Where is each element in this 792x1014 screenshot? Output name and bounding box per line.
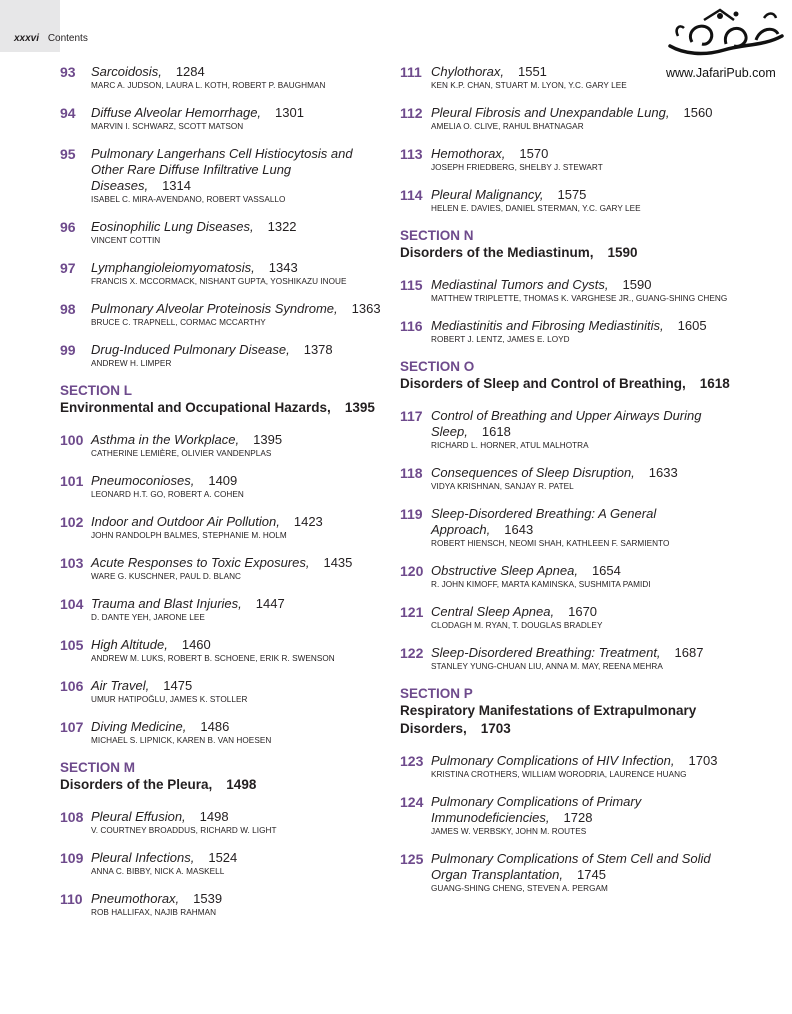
section-title (400, 702, 730, 738)
section-heading (400, 228, 730, 262)
chapter-authors: UMUR HATIPOĞLU, JAMES K. STOLLER (91, 695, 248, 704)
chapter-entry (60, 146, 386, 205)
chapter-title-text: Pulmonary Langerhans Cell Histiocytosis and Other Rare Diffuse Infiltrative Lung Diseases, (91, 146, 353, 193)
chapter-title-text: Pleural Fibrosis and Unexpandable Lung, (431, 105, 670, 120)
chapter-title-text: Pleural Effusion, (91, 809, 186, 824)
chapter-authors: MARVIN I. SCHWARZ, SCOTT MATSON (91, 122, 244, 131)
chapter-number: 114 (400, 187, 423, 203)
chapter-title (431, 506, 730, 538)
chapter-title-text: Hemothorax, (431, 146, 506, 161)
chapter-title (91, 219, 386, 235)
chapter-title (431, 146, 730, 162)
section-label: SECTION N (400, 228, 474, 243)
chapter-title-text: Lymphangioleiomyomatosis, (91, 260, 255, 275)
section-page-number: 1498 (226, 777, 257, 792)
chapter-authors: ROBERT J. LENTZ, JAMES E. LOYD (431, 335, 570, 344)
chapter-authors: ROB HALLIFAX, NAJIB RAHMAN (91, 908, 217, 917)
section-title-text: Disorders of the Mediastinum, (400, 245, 594, 260)
chapter-entry (60, 719, 386, 746)
section-title-text: Respiratory Manifestations of Extrapulmonary Disorders, (400, 703, 697, 736)
chapter-authors: KRISTINA CROTHERS, WILLIAM WORODRIA, LAURENCE HUANG (431, 770, 687, 779)
chapter-entry (400, 604, 730, 631)
chapter-number: 124 (400, 794, 424, 810)
toc-left-column (60, 64, 386, 932)
chapter-number: 115 (400, 277, 423, 293)
chapter-number: 120 (400, 563, 424, 579)
chapter-title (431, 408, 730, 440)
chapter-page-number: 1605 (677, 318, 707, 333)
chapter-title-text: Sleep-Disordered Breathing: Treatment, (431, 645, 661, 660)
chapter-entry (60, 473, 386, 500)
chapter-title-text: Air Travel, (91, 678, 150, 693)
chapter-title-text: Pleural Malignancy, (431, 187, 544, 202)
chapter-title-text: Trauma and Blast Injuries, (91, 596, 242, 611)
chapter-number: 95 (60, 146, 76, 162)
chapter-page-number: 1703 (688, 753, 718, 768)
chapter-number: 109 (60, 850, 84, 866)
chapter-title-text: Pulmonary Complications of Primary Immunodeficiencies, (431, 794, 642, 825)
chapter-number: 102 (60, 514, 84, 530)
chapter-title (91, 146, 386, 194)
chapter-title (431, 604, 730, 620)
chapter-authors: D. DANTE YEH, JARONE LEE (91, 613, 205, 622)
chapter-authors: ANDREW M. LUKS, ROBERT B. SCHOENE, ERIK R. SWENSON (91, 654, 335, 663)
chapter-authors: WARE G. KUSCHNER, PAUL D. BLANC (91, 572, 242, 581)
chapter-authors: ANNA C. BIBBY, NICK A. MASKELL (91, 867, 225, 876)
chapter-number: 110 (60, 891, 83, 907)
chapter-page-number: 1475 (163, 678, 193, 693)
toc-right-column (400, 64, 730, 908)
chapter-page-number: 1524 (208, 850, 238, 865)
chapter-page-number: 1486 (200, 719, 230, 734)
chapter-authors: ROBERT HIENSCH, NEOMI SHAH, KATHLEEN F. SARMIENTO (431, 539, 670, 548)
chapter-authors: ISABEL C. MIRA-AVENDANO, ROBERT VASSALLO (91, 195, 286, 204)
chapter-authors: MICHAEL S. LIPNICK, KAREN B. VAN HOESEN (91, 736, 272, 745)
chapter-page-number: 1343 (268, 260, 298, 275)
section-heading (60, 760, 386, 794)
chapter-number: 99 (60, 342, 76, 358)
chapter-title (431, 105, 730, 121)
chapter-entry (400, 506, 730, 549)
chapter-number: 104 (60, 596, 84, 612)
chapter-title-text: Pneumoconioses, (91, 473, 195, 488)
chapter-title-text: Acute Responses to Toxic Exposures, (91, 555, 310, 570)
chapter-page-number: 1728 (563, 810, 593, 825)
chapter-page-number: 1322 (267, 219, 297, 234)
section-label: SECTION O (400, 359, 475, 374)
chapter-number: 123 (400, 753, 424, 769)
chapter-authors: ANDREW H. LIMPER (91, 359, 172, 368)
chapter-entry (60, 514, 386, 541)
chapter-title (91, 514, 386, 530)
chapter-entry (60, 342, 386, 369)
chapter-entry (400, 146, 730, 173)
chapter-authors: MATTHEW TRIPLETTE, THOMAS K. VARGHESE JR., GUANG-SHING CHENG (431, 294, 728, 303)
chapter-page-number: 1460 (181, 637, 211, 652)
chapter-title-text: Pulmonary Complications of HIV Infection, (431, 753, 675, 768)
chapter-entry (60, 850, 386, 877)
chapter-entry (60, 678, 386, 705)
chapter-authors: GUANG-SHING CHENG, STEVEN A. PERGAM (431, 884, 608, 893)
chapter-title (431, 794, 730, 826)
chapter-page-number: 1363 (351, 301, 381, 316)
chapter-page-number: 1423 (293, 514, 323, 529)
chapter-entry (400, 563, 730, 590)
chapter-title (91, 809, 386, 825)
chapter-title-text: Pulmonary Alveolar Proteinosis Syndrome, (91, 301, 338, 316)
section-heading (60, 383, 386, 417)
chapter-authors: CATHERINE LEMIÈRE, OLIVIER VANDENPLAS (91, 449, 272, 458)
chapter-title (91, 891, 386, 907)
chapter-number: 117 (400, 408, 423, 424)
header-band (0, 0, 60, 52)
chapter-entry (400, 753, 730, 780)
chapter-number: 116 (400, 318, 423, 334)
chapter-title (91, 342, 386, 358)
chapter-authors: VIDYA KRISHNAN, SANJAY R. PATEL (431, 482, 574, 491)
chapter-number: 106 (60, 678, 84, 694)
chapter-title-text: Diving Medicine, (91, 719, 187, 734)
chapter-number: 119 (400, 506, 423, 522)
chapter-title (431, 64, 730, 80)
chapter-authors: HELEN E. DAVIES, DANIEL STERMAN, Y.C. GARY LEE (431, 204, 641, 213)
chapter-number: 96 (60, 219, 76, 235)
chapter-authors: AMELIA O. CLIVE, RAHUL BHATNAGAR (431, 122, 584, 131)
section-title-text: Disorders of the Pleura, (60, 777, 213, 792)
chapter-page-number: 1570 (519, 146, 549, 161)
chapter-title (91, 301, 386, 317)
chapter-authors: RICHARD L. HORNER, ATUL MALHOTRA (431, 441, 589, 450)
chapter-authors: MARC A. JUDSON, LAURA L. KOTH, ROBERT P. BAUGHMAN (91, 81, 326, 90)
chapter-number: 97 (60, 260, 76, 276)
chapter-entry (400, 408, 730, 451)
section-label: SECTION M (60, 760, 136, 775)
chapter-page-number: 1654 (591, 563, 621, 578)
chapter-page-number: 1395 (253, 432, 283, 447)
chapter-entry (60, 301, 386, 328)
section-title (60, 776, 386, 794)
section-label: SECTION P (400, 686, 473, 701)
chapter-title (91, 64, 386, 80)
chapter-page-number: 1284 (175, 64, 205, 79)
chapter-entry (60, 891, 386, 918)
chapter-title-text: Drug-Induced Pulmonary Disease, (91, 342, 290, 357)
chapter-entry (400, 187, 730, 214)
section-page-number: 1703 (480, 721, 511, 736)
chapter-title-text: Diffuse Alveolar Hemorrhage, (91, 105, 262, 120)
chapter-authors: VINCENT COTTIN (91, 236, 161, 245)
chapter-authors: KEN K.P. CHAN, STUART M. LYON, Y.C. GARY LEE (431, 81, 627, 90)
chapter-page-number: 1633 (648, 465, 678, 480)
chapter-title (431, 277, 730, 293)
chapter-entry (60, 105, 386, 132)
chapter-title (431, 753, 730, 769)
section-heading (400, 359, 730, 393)
chapter-title (91, 637, 386, 653)
chapter-title (431, 465, 730, 481)
chapter-title (431, 645, 730, 661)
publisher-url: www.JafariPub.com (666, 66, 776, 80)
chapter-title-text: Sarcoidosis, (91, 64, 162, 79)
chapter-page-number: 1618 (481, 424, 511, 439)
chapter-page-number: 1447 (255, 596, 285, 611)
chapter-entry (400, 465, 730, 492)
section-page-number: 1395 (344, 400, 375, 415)
chapter-title-text: Indoor and Outdoor Air Pollution, (91, 514, 280, 529)
chapter-title-text: Sleep-Disordered Breathing: A General Approach, (431, 506, 657, 537)
chapter-number: 112 (400, 105, 423, 121)
chapter-number: 118 (400, 465, 423, 481)
chapter-number: 101 (60, 473, 84, 489)
chapter-title-text: High Altitude, (91, 637, 168, 652)
chapter-number: 105 (60, 637, 84, 653)
chapter-title (91, 473, 386, 489)
chapter-title-text: Pulmonary Complications of Stem Cell and Solid Organ Transplantation, (431, 851, 711, 882)
chapter-authors: JOSEPH FRIEDBERG, SHELBY J. STEWART (431, 163, 603, 172)
chapter-title-text: Mediastinitis and Fibrosing Mediastinitis, (431, 318, 664, 333)
chapter-number: 122 (400, 645, 424, 661)
chapter-title (431, 318, 730, 334)
chapter-page-number: 1643 (504, 522, 534, 537)
chapter-number: 103 (60, 555, 84, 571)
chapter-page-number: 1498 (199, 809, 229, 824)
chapter-entry (60, 260, 386, 287)
chapter-entry (60, 596, 386, 623)
chapter-number: 121 (400, 604, 424, 620)
chapter-title-text: Eosinophilic Lung Diseases, (91, 219, 254, 234)
chapter-entry (400, 794, 730, 837)
chapter-entry (400, 318, 730, 345)
chapter-entry (60, 219, 386, 246)
chapter-title (91, 105, 386, 121)
chapter-number: 108 (60, 809, 84, 825)
chapter-title-text: Mediastinal Tumors and Cysts, (431, 277, 609, 292)
chapter-entry (400, 277, 730, 304)
chapter-title (91, 260, 386, 276)
chapter-entry (400, 645, 730, 672)
section-page-number: 1618 (699, 376, 730, 391)
section-heading (400, 686, 730, 738)
chapter-authors: LEONARD H.T. GO, ROBERT A. COHEN (91, 490, 244, 499)
chapter-number: 94 (60, 105, 76, 121)
chapter-page-number: 1560 (683, 105, 713, 120)
chapter-title (91, 596, 386, 612)
chapter-number: 111 (400, 64, 422, 80)
chapter-authors: CLODAGH M. RYAN, T. DOUGLAS BRADLEY (431, 621, 603, 630)
chapter-authors: R. JOHN KIMOFF, MARTA KAMINSKA, SUSHMITA PAMIDI (431, 580, 651, 589)
chapter-authors: JOHN RANDOLPH BALMES, STEPHANIE M. HOLM (91, 531, 287, 540)
chapter-entry (60, 637, 386, 664)
chapter-title-text: Asthma in the Workplace, (91, 432, 240, 447)
chapter-number: 100 (60, 432, 84, 448)
chapter-title-text: Control of Breathing and Upper Airways During Sleep, (431, 408, 702, 439)
chapter-authors: V. COURTNEY BROADDUS, RICHARD W. LIGHT (91, 826, 277, 835)
chapter-number: 107 (60, 719, 84, 735)
running-title: Contents (47, 33, 88, 44)
chapter-entry (60, 555, 386, 582)
chapter-entry (400, 64, 730, 91)
chapter-number: 93 (60, 64, 76, 80)
chapter-page-number: 1687 (674, 645, 704, 660)
chapter-number: 98 (60, 301, 76, 317)
chapter-authors: BRUCE C. TRAPNELL, CORMAC MCCARTHY (91, 318, 266, 327)
chapter-title (91, 432, 386, 448)
section-label: SECTION L (60, 383, 133, 398)
running-head (14, 33, 88, 44)
chapter-entry (400, 851, 730, 894)
chapter-page-number: 1435 (323, 555, 353, 570)
chapter-title-text: Obstructive Sleep Apnea, (431, 563, 578, 578)
chapter-title-text: Chylothorax, (431, 64, 504, 79)
chapter-page-number: 1301 (275, 105, 304, 120)
chapter-page-number: 1378 (303, 342, 333, 357)
chapter-title-text: Consequences of Sleep Disruption, (431, 465, 635, 480)
chapter-authors: FRANCIS X. MCCORMACK, NISHANT GUPTA, YOSHIKAZU INOUE (91, 277, 347, 286)
chapter-title (431, 563, 730, 579)
section-page-number: 1590 (607, 245, 638, 260)
section-title (60, 399, 386, 417)
calligraphy-logo-icon (664, 6, 788, 66)
chapter-entry (60, 64, 386, 91)
chapter-page-number: 1575 (557, 187, 587, 202)
chapter-title (91, 678, 386, 694)
chapter-title (91, 719, 386, 735)
chapter-page-number: 1670 (568, 604, 598, 619)
chapter-title (431, 851, 730, 883)
chapter-title (431, 187, 730, 203)
chapter-page-number: 1551 (517, 64, 547, 79)
chapter-entry (60, 432, 386, 459)
chapter-authors: STANLEY YUNG-CHUAN LIU, ANNA M. MAY, REENA MEHRA (431, 662, 663, 671)
chapter-title-text: Pneumothorax, (91, 891, 180, 906)
chapter-entry (60, 809, 386, 836)
section-title (400, 244, 730, 262)
chapter-authors: JAMES W. VERBSKY, JOHN M. ROUTES (431, 827, 587, 836)
chapter-page-number: 1745 (577, 867, 606, 882)
section-title-text: Environmental and Occupational Hazards, (60, 400, 331, 415)
chapter-number: 125 (400, 851, 424, 867)
section-title-text: Disorders of Sleep and Control of Breathing, (400, 376, 686, 391)
chapter-title-text: Central Sleep Apnea, (431, 604, 555, 619)
page-folio: xxxvi (14, 33, 40, 44)
chapter-title-text: Pleural Infections, (91, 850, 195, 865)
chapter-page-number: 1314 (162, 178, 191, 193)
chapter-title (91, 850, 386, 866)
chapter-title (91, 555, 386, 571)
chapter-page-number: 1590 (622, 277, 652, 292)
section-title (400, 375, 730, 393)
chapter-entry (400, 105, 730, 132)
chapter-number: 113 (400, 146, 423, 162)
chapter-page-number: 1539 (193, 891, 223, 906)
chapter-page-number: 1409 (208, 473, 238, 488)
